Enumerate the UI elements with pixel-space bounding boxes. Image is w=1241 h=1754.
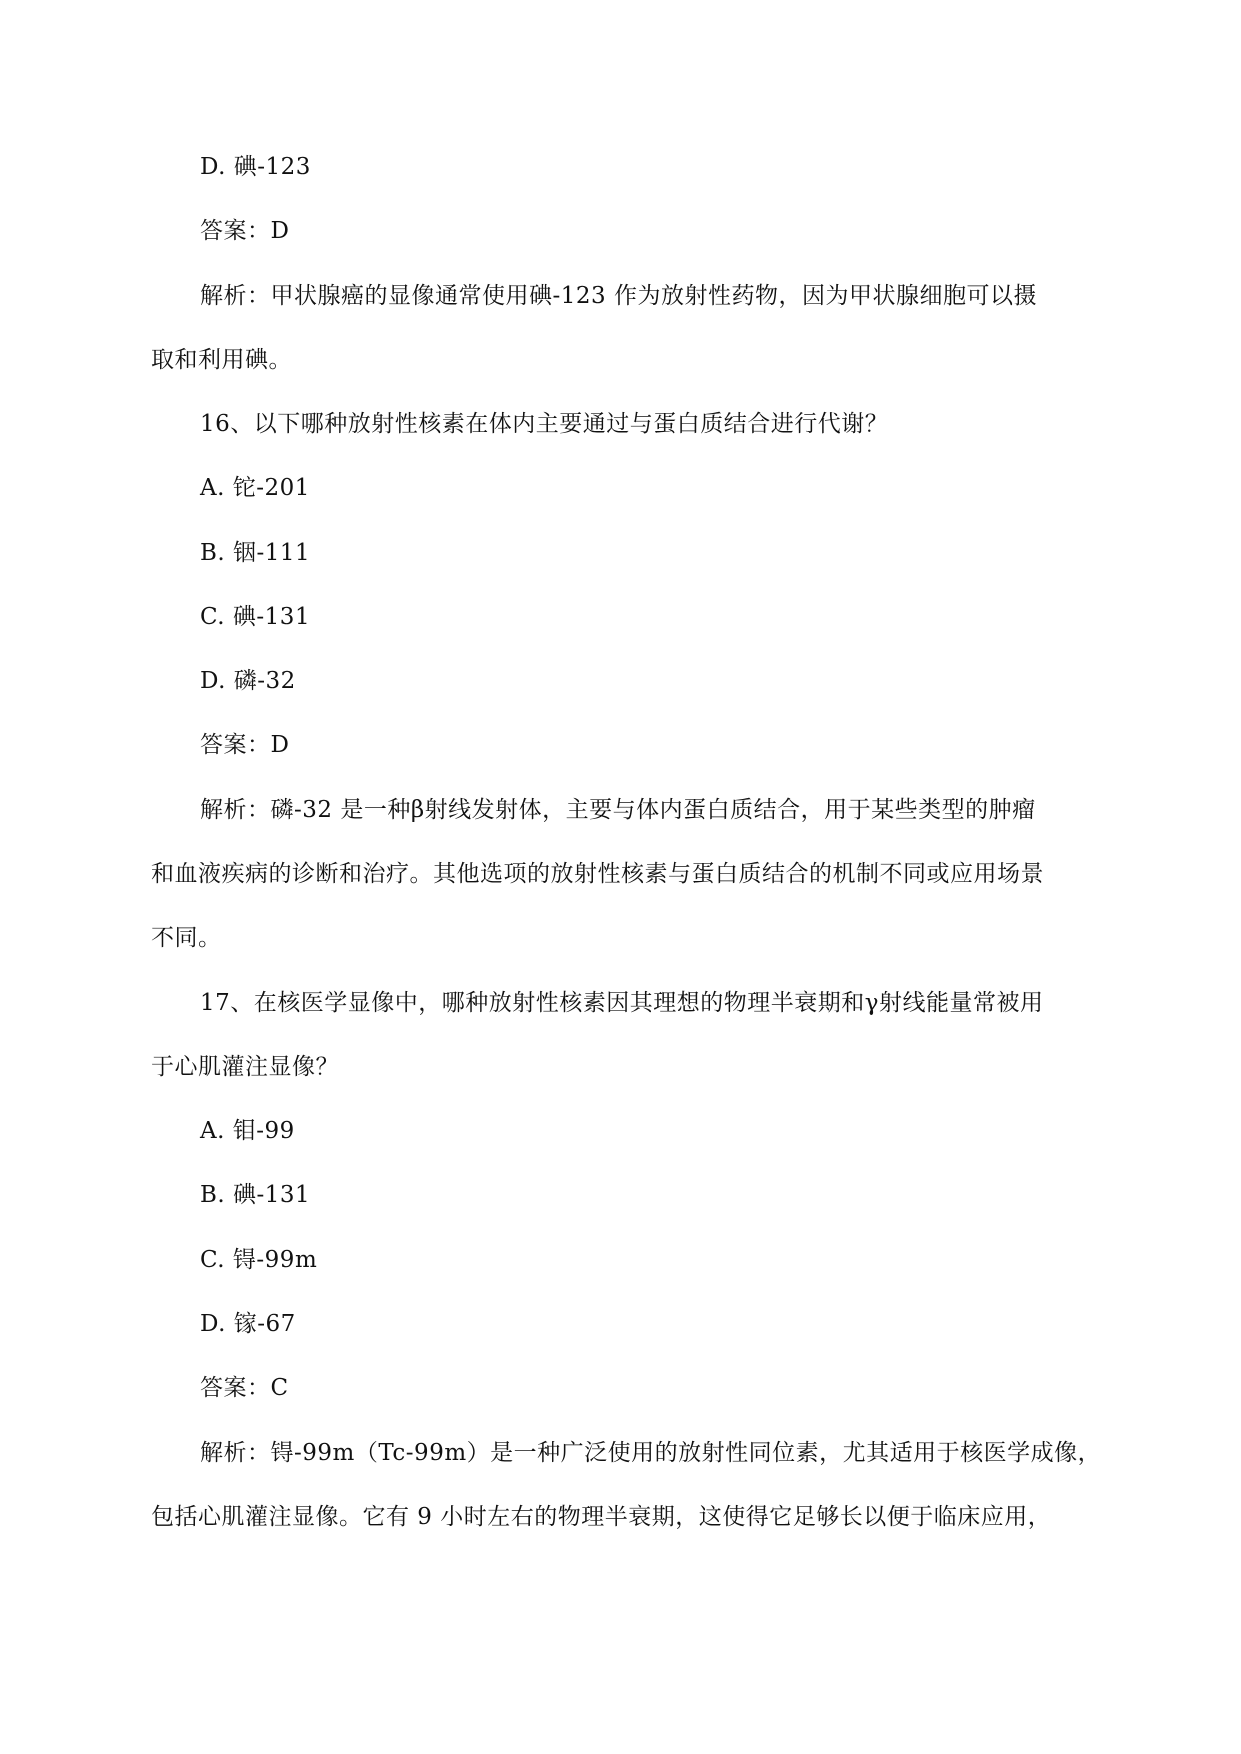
q16-question: 16、以下哪种放射性核素在体内主要通过与蛋白质结合进行代谢？ (200, 411, 889, 437)
q16-option-c: C. 碘-131 (200, 604, 311, 630)
q17-option-a: A. 钼-99 (200, 1118, 295, 1144)
q17-explanation-line-1: 解析：锝-99m（Tc-99m）是一种广泛使用的放射性同位素，尤其适用于核医学成像， (200, 1440, 1102, 1466)
q16-explanation-line-3: 不同。 (151, 925, 222, 951)
q15-answer: 答案：D (200, 218, 290, 244)
q16-explanation-line-1: 解析：磷-32 是一种β射线发射体，主要与体内蛋白质结合，用于某些类型的肿瘤 (200, 797, 1036, 823)
q17-option-c: C. 锝-99m (200, 1247, 318, 1273)
q17-answer: 答案：C (200, 1375, 289, 1401)
q17-question-line-1: 17、在核医学显像中，哪种放射性核素因其理想的物理半衰期和γ射线能量常被用 (200, 990, 1044, 1016)
q16-option-d: D. 磷-32 (200, 668, 296, 694)
q17-explanation-line-2: 包括心肌灌注显像。它有 9 小时左右的物理半衰期，这使得它足够长以便于临床应用， (151, 1504, 1052, 1530)
q16-explanation-line-2: 和血液疾病的诊断和治疗。其他选项的放射性核素与蛋白质结合的机制不同或应用场景 (151, 861, 1044, 887)
q17-question-line-2: 于心肌灌注显像？ (151, 1054, 339, 1080)
q15-explanation-line-2: 取和利用碘。 (151, 347, 292, 373)
q16-option-b: B. 铟-111 (200, 540, 311, 566)
q15-explanation-line-1: 解析：甲状腺癌的显像通常使用碘-123 作为放射性药物，因为甲状腺细胞可以摄 (200, 283, 1037, 309)
q15-option-d: D. 碘-123 (200, 154, 311, 180)
q17-option-d: D. 镓-67 (200, 1311, 296, 1337)
q17-option-b: B. 碘-131 (200, 1182, 311, 1208)
q16-answer: 答案：D (200, 732, 290, 758)
q16-option-a: A. 铊-201 (200, 475, 310, 501)
